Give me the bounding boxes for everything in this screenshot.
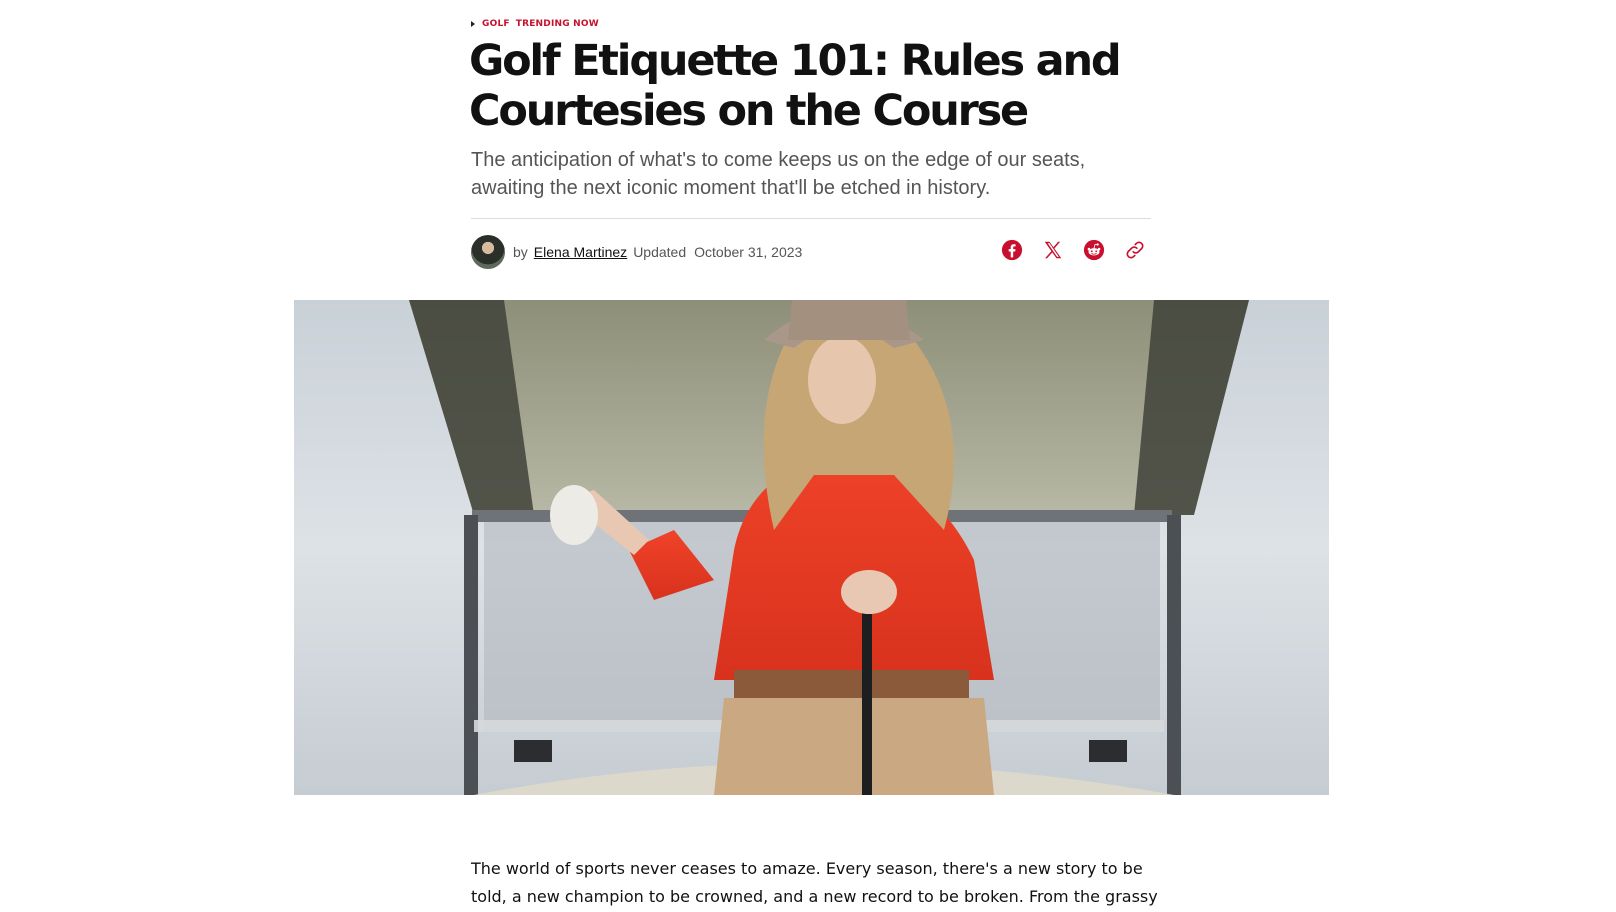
publish-date: October 31, 2023 [694,244,803,260]
article-body: The world of sports never ceases to amaze. Every season, there's a new story to be told, a new champion to be crowned, and a new record to be broken. From the grassy [471,859,1158,906]
updated-label: Updated [633,244,687,260]
hero-image [294,300,1329,795]
author-avatar[interactable] [471,235,505,269]
breadcrumb-arrow-icon [471,21,475,27]
share-bar [1000,238,1147,262]
copy-link-button[interactable] [1123,238,1147,262]
facebook-icon [1001,239,1023,261]
divider [471,218,1151,219]
byline [471,235,802,269]
link-icon [1124,239,1146,261]
article-title: Golf Etiquette 101: Rules and Courtesies on the Course [469,36,1120,136]
byline-prefix: by [513,244,528,260]
breadcrumb [471,19,599,29]
reddit-icon [1083,239,1105,261]
breadcrumb-trending-now[interactable]: TRENDING NOW [515,19,599,29]
hero-illustration [294,300,1329,795]
breadcrumb-golf[interactable]: GOLF [482,19,510,29]
x-icon [1042,239,1064,261]
article-subtitle: The anticipation of what's to come keeps us on the edge of our seats, awaiting the next iconic moment that'll be etched in history. [471,149,1086,199]
share-facebook-button[interactable] [1000,238,1024,262]
share-x-button[interactable] [1041,238,1065,262]
author-link[interactable]: Elena Martinez [533,244,628,260]
share-reddit-button[interactable] [1082,238,1106,262]
